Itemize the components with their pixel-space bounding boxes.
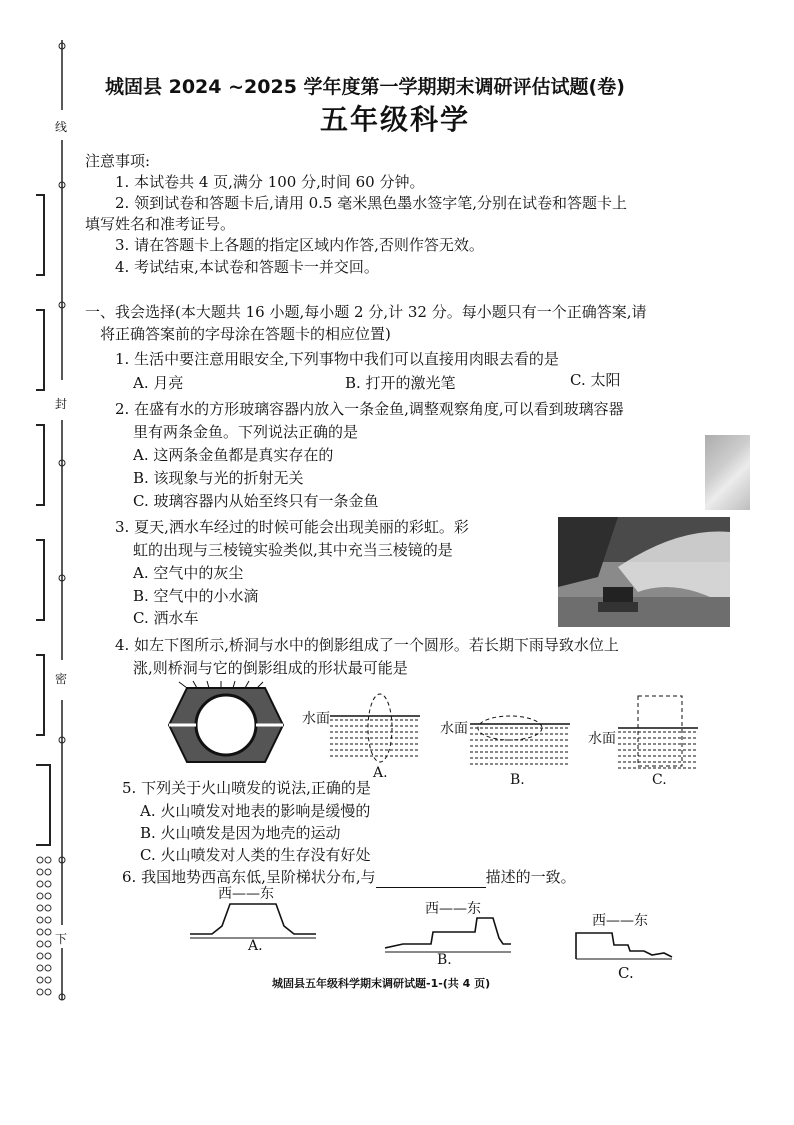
page-footer: 城固县五年级科学期末调研试题-1-(共 4 页) bbox=[272, 977, 491, 990]
q2-option-b: B. 该现象与光的折射无关 bbox=[133, 469, 304, 487]
q6-option-b-figure bbox=[385, 912, 515, 957]
q1-option-a: A. 月亮 bbox=[133, 374, 184, 392]
q6-option-c-figure bbox=[572, 925, 682, 965]
q6-direction-a: 西——东 bbox=[218, 886, 274, 902]
q5-option-b: B. 火山喷发是因为地壳的运动 bbox=[140, 824, 341, 842]
q1-option-c: C. 太阳 bbox=[570, 371, 621, 389]
q2-stem: 2. 在盛有水的方形玻璃容器内放入一条金鱼,调整观察角度,可以看到玻璃容器 bbox=[115, 400, 624, 418]
notes-heading: 注意事项: bbox=[85, 152, 151, 170]
q4-stem-cont: 涨,则桥洞与它的倒影组成的形状最可能是 bbox=[133, 659, 408, 677]
q6-stem bbox=[122, 866, 576, 888]
q1-option-b: B. 打开的激光笔 bbox=[345, 374, 456, 392]
q6-option-a-figure bbox=[190, 898, 320, 943]
note-item: 1. 本试卷共 4 页,满分 100 分,时间 60 分钟。 bbox=[115, 173, 425, 191]
note-item: 4. 考试结束,本试卷和答题卡一并交回。 bbox=[115, 258, 379, 276]
q4-water-label-c: 水面 bbox=[588, 731, 616, 747]
section-heading: 一、我会选择(本大题共 16 小题,每小题 2 分,计 32 分。每小题只有一个正确答案,请 bbox=[85, 303, 647, 321]
q3-option-a: A. 空气中的灰尘 bbox=[133, 564, 244, 582]
q3-option-c: C. 洒水车 bbox=[133, 609, 199, 627]
note-item: 填写姓名和准考证号。 bbox=[85, 215, 236, 233]
q6-direction-b: 西——东 bbox=[425, 901, 481, 917]
q4-option-a-figure bbox=[300, 690, 420, 770]
q6-option-b-label: B. bbox=[437, 952, 452, 968]
q2-edge-photo bbox=[705, 435, 750, 510]
binding-margin bbox=[0, 0, 80, 1010]
q2-stem-cont: 里有两条金鱼。下列说法正确的是 bbox=[133, 423, 359, 441]
subject-title: 五年级科学 bbox=[320, 103, 471, 136]
note-item: 3. 请在答题卡上各题的指定区域内作答,否则作答无效。 bbox=[115, 236, 484, 254]
q6-option-a-label: A. bbox=[248, 938, 263, 954]
margin-word-secret: 密 bbox=[55, 672, 68, 686]
q6-direction-c: 西——东 bbox=[592, 913, 648, 929]
q4-option-b-label: B. bbox=[510, 772, 525, 788]
margin-word-down: 下 bbox=[55, 932, 68, 946]
q6-answer-blank bbox=[376, 873, 486, 888]
section-heading-cont: 将正确答案前的字母涂在答题卡的相应位置) bbox=[100, 325, 391, 343]
margin-word-seal: 封 bbox=[55, 397, 68, 411]
q4-option-a-label: A. bbox=[373, 765, 388, 781]
q4-water-label-b: 水面 bbox=[440, 721, 468, 737]
exam-title: 城固县 2024 ~2025 学年度第一学期期末调研评估试题(卷) bbox=[105, 76, 625, 98]
q1-stem: 1. 生活中要注意用眼安全,下列事物中我们可以直接用肉眼去看的是 bbox=[115, 350, 559, 368]
q5-stem: 5. 下列关于火山喷发的说法,正确的是 bbox=[122, 779, 371, 797]
note-item: 2. 领到试卷和答题卡后,请用 0.5 毫米黑色墨水签字笔,分别在试卷和答题卡上 bbox=[115, 194, 628, 212]
q5-option-a: A. 火山喷发对地表的影响是缓慢的 bbox=[140, 802, 371, 820]
q4-bridge-figure bbox=[165, 680, 287, 770]
q3-stem: 3. 夏天,洒水车经过的时候可能会出现美丽的彩虹。彩 bbox=[115, 518, 469, 536]
q3-sprinkler-photo bbox=[558, 517, 730, 627]
q6-stem-post: 描述的一致。 bbox=[485, 868, 576, 886]
q3-stem-cont: 虹的出现与三棱镜实验类似,其中充当三棱镜的是 bbox=[133, 541, 453, 559]
q4-stem: 4. 如左下图所示,桥洞与水中的倒影组成了一个圆形。若长期下雨导致水位上 bbox=[115, 636, 619, 654]
q5-option-c: C. 火山喷发对人类的生存没有好处 bbox=[140, 846, 371, 864]
q4-water-label-a: 水面 bbox=[302, 711, 330, 727]
q6-stem-pre: 6. 我国地势西高东低,呈阶梯状分布,与 bbox=[122, 868, 376, 886]
q2-option-c: C. 玻璃容器内从始至终只有一条金鱼 bbox=[133, 492, 379, 510]
q4-option-c-label: C. bbox=[652, 772, 667, 788]
margin-word-line: 线 bbox=[55, 120, 68, 134]
q2-option-a: A. 这两条金鱼都是真实存在的 bbox=[133, 446, 334, 464]
q6-option-c-label: C. bbox=[618, 964, 634, 982]
q3-option-b: B. 空气中的小水滴 bbox=[133, 587, 259, 605]
